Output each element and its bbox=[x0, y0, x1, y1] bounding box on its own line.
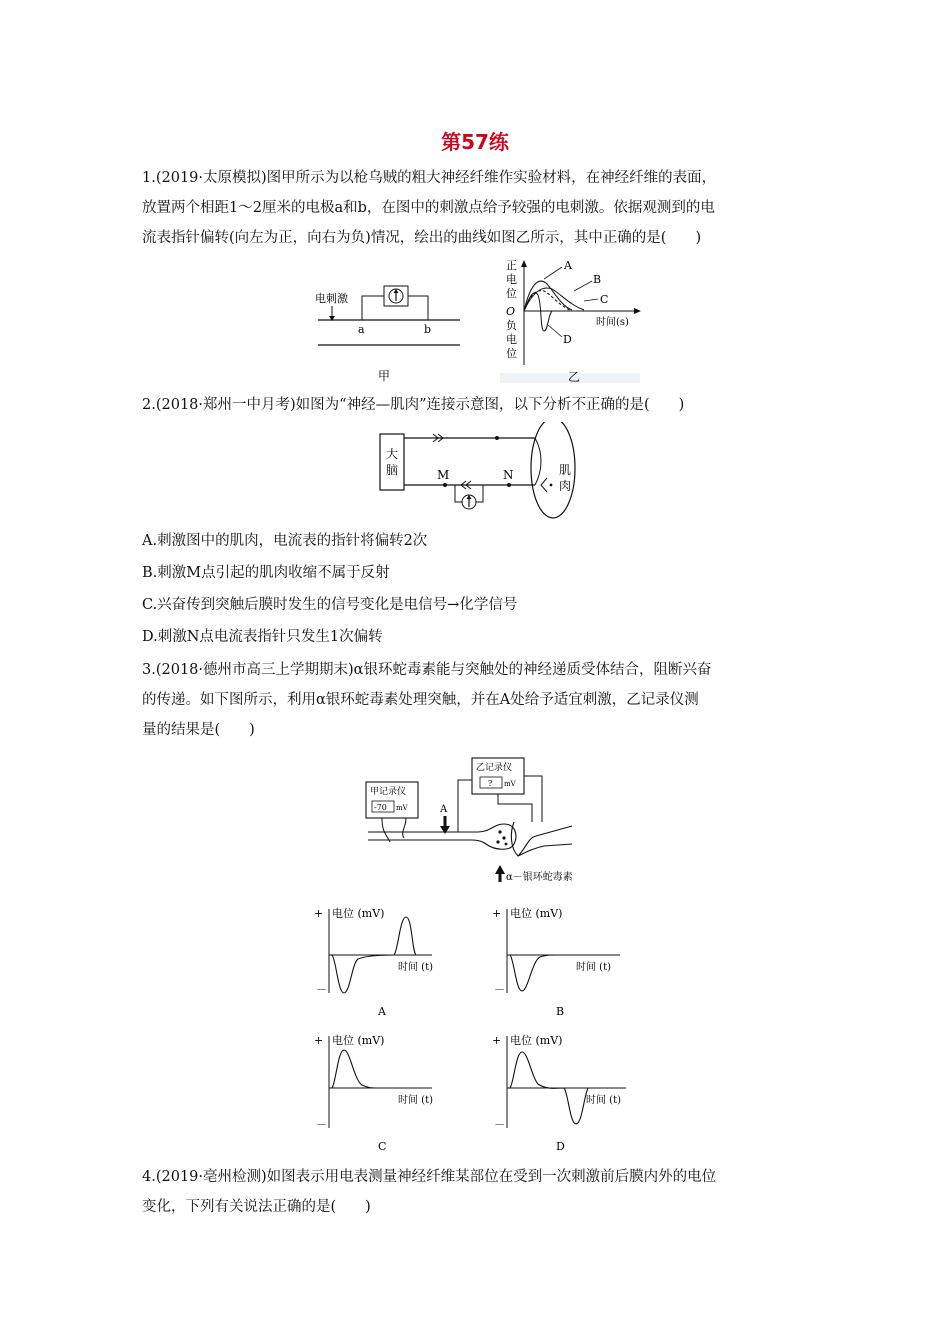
muscle-label-2: 肉 bbox=[559, 479, 572, 493]
neg-label-3: 位 bbox=[506, 347, 517, 360]
q2-option-b: B.刺激M点引起的肌肉收缩不属于反射 bbox=[142, 565, 390, 581]
q2-option-d: D.刺激N点电流表指针只发生1次偏转 bbox=[142, 629, 383, 645]
q2-option-a: A.刺激图中的肌肉，电流表的指针将偏转2次 bbox=[142, 533, 428, 549]
recorder-jia-value: -70 bbox=[374, 803, 387, 812]
plus-sign: + bbox=[492, 907, 502, 920]
recorder-jia-label: 甲记录仪 bbox=[370, 787, 407, 797]
minus-sign: － bbox=[316, 983, 327, 996]
q1-line-1: 1.(2019·太原模拟)图甲所示为以枪乌贼的粗大神经纤维作实验材料，在神经纤维的表面， bbox=[142, 170, 717, 186]
q3-graph-d bbox=[490, 1030, 650, 1155]
neg-label-2: 电 bbox=[506, 333, 517, 346]
q3-graph-a bbox=[312, 903, 472, 1018]
pos-label-1: 正 bbox=[506, 259, 517, 272]
page-title: 第57练 bbox=[441, 130, 509, 154]
q2-option-c: C.兴奋传到突触后膜时发生的信号变化是电信号→化学信号 bbox=[142, 597, 518, 613]
brain-label-2: 脑 bbox=[386, 463, 399, 477]
minus-sign: － bbox=[316, 1118, 327, 1131]
plus-sign: + bbox=[314, 1034, 324, 1047]
curve-c bbox=[524, 291, 572, 311]
pos-label-2: 电 bbox=[506, 273, 517, 286]
pos-label-3: 位 bbox=[506, 287, 517, 300]
origin-label: O bbox=[506, 305, 516, 318]
graph-d-label: D bbox=[556, 1140, 565, 1153]
brain-box bbox=[380, 434, 404, 490]
q3-line-1: 3.(2018·德州市高三上学期期末)α银环蛇毒素能与突触处的神经递质受体结合，阻断兴奋 bbox=[142, 662, 712, 678]
toxin-label: α－银环蛇毒素 bbox=[506, 872, 573, 883]
minus-sign: － bbox=[494, 1118, 505, 1131]
y-axis-label: 电位 (mV) bbox=[332, 1034, 385, 1047]
q3-graph-c bbox=[312, 1030, 472, 1155]
q2-figure bbox=[375, 422, 585, 522]
electrode-b: b bbox=[424, 323, 432, 336]
graph-b-curve bbox=[510, 955, 556, 991]
x-axis-label: 时间 (t) bbox=[576, 962, 611, 973]
figure-jia-caption: 甲 bbox=[378, 369, 391, 383]
y-axis-label: 电位 (mV) bbox=[510, 907, 563, 920]
recorder-yi-label: 乙记录仪 bbox=[476, 763, 513, 773]
recorder-yi-unit: mV bbox=[504, 780, 516, 788]
muscle-label-1: 肌 bbox=[559, 463, 572, 477]
brain-label-1: 大 bbox=[386, 447, 399, 461]
q1-figure-jia bbox=[310, 280, 470, 385]
figure-yi-caption: 乙 bbox=[568, 370, 581, 384]
plus-sign: + bbox=[314, 907, 324, 920]
q1-line-3: 流表指针偏转(向左为正，向右为负)情况，绘出的曲线如图乙所示，其中正确的是( ) bbox=[142, 230, 702, 246]
q1-line-2: 放置两个相距1～2厘米的电极a和b，在图中的刺激点给予较强的电刺激。依据观测到的电 bbox=[142, 200, 715, 216]
q3-synapse-figure bbox=[360, 752, 600, 887]
curve-b-label: B bbox=[593, 273, 602, 286]
q3-line-2: 的传递。如下图所示，利用α银环蛇毒素处理突触，并在A处给予适宜刺激，乙记录仪测 bbox=[142, 692, 699, 708]
time-axis-label: 时间(s) bbox=[596, 317, 629, 328]
stim-label: 电刺激 bbox=[315, 292, 348, 305]
plus-sign: + bbox=[492, 1034, 502, 1047]
curve-d-label: D bbox=[563, 333, 572, 346]
curve-b bbox=[524, 288, 584, 311]
point-a-label: A bbox=[440, 804, 448, 815]
electrode-a: a bbox=[358, 323, 365, 336]
graph-b-label: B bbox=[556, 1005, 565, 1018]
q3-graph-b bbox=[490, 903, 650, 1018]
q1-figure-yi bbox=[500, 255, 645, 385]
q3-line-3: 量的结果是( ) bbox=[142, 722, 255, 738]
q2-line: 2.(2018·郑州一中月考)如图为“神经—肌肉”连接示意图，以下分析不正确的是( ) bbox=[142, 397, 685, 413]
point-n-label: N bbox=[503, 468, 514, 482]
graph-c-curve bbox=[332, 1050, 378, 1088]
curve-c-label: C bbox=[600, 293, 609, 306]
recorder-jia-unit: mV bbox=[396, 804, 408, 812]
minus-sign: － bbox=[494, 983, 505, 996]
x-axis-label: 时间 (t) bbox=[398, 1095, 433, 1106]
neg-label-1: 负 bbox=[506, 319, 517, 332]
point-m-label: M bbox=[437, 468, 450, 482]
y-axis-label: 电位 (mV) bbox=[332, 907, 385, 920]
x-axis-label: 时间 (t) bbox=[398, 962, 433, 973]
x-axis-label: 时间 (t) bbox=[586, 1095, 621, 1106]
curve-a-label: A bbox=[564, 259, 572, 272]
recorder-yi-value: ? bbox=[488, 779, 493, 788]
q4-line-2: 变化，下列有关说法正确的是( ) bbox=[142, 1199, 371, 1215]
graph-a-label: A bbox=[378, 1005, 386, 1018]
y-axis-label: 电位 (mV) bbox=[510, 1034, 563, 1047]
postsynaptic-neuron bbox=[511, 822, 572, 856]
q4-line-1: 4.(2019·亳州检测)如图表示用电表测量神经纤维某部位在受到一次刺激前后膜内外的电位 bbox=[142, 1169, 717, 1185]
graph-c-label: C bbox=[378, 1140, 387, 1153]
